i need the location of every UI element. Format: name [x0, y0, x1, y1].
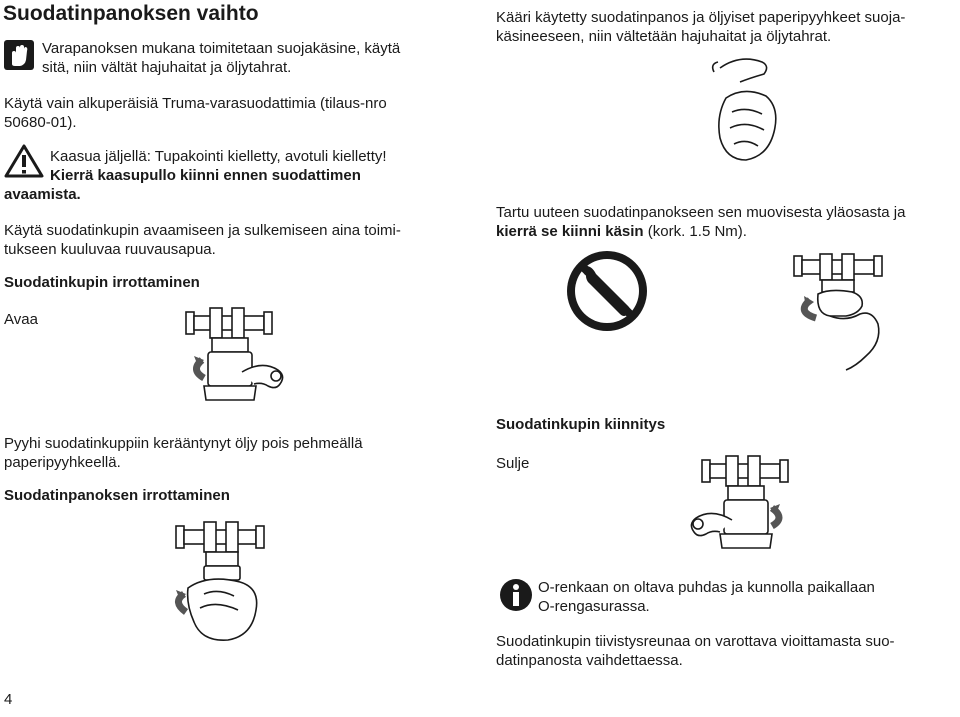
wipe-line2: paperipyyhkeellä.: [4, 454, 121, 471]
grip-line1: Tartu uuteen suodatinpanokseen sen muovisesta yläosasta ja: [496, 204, 906, 221]
page-number: 4: [4, 691, 13, 708]
original-filters-line1: Käytä vain alkuperäisiä Truma-varasuodattimia (tilaus-nro: [4, 95, 387, 112]
glove-icon: [4, 40, 34, 70]
wrapped-cartridge-illustration: [700, 52, 790, 172]
seal-line2: datinpanosta vaihdettaessa.: [496, 652, 683, 669]
cartridge-removal-illustration: [168, 518, 278, 648]
grip-line2: [496, 222, 747, 241]
tool-note-line1: Käytä suodatinkupin avaamiseen ja sulkemiseen aina toimi-: [4, 222, 401, 239]
open-label: Avaa: [4, 311, 38, 328]
filter-close-illustration: [684, 448, 794, 560]
seal-line1: Suodatinkupin tiivistysreunaa on varottava vioittamasta suo-: [496, 633, 895, 650]
tool-note-line2: tukseen kuuluvaa ruuvausapua.: [4, 241, 216, 258]
warning-line2: Kierrä kaasupullo kiinni ennen suodattimen: [50, 167, 361, 184]
filter-open-illustration: [182, 300, 292, 412]
wipe-line1: Pyyhi suodatinkuppiin kerääntynyt öljy pois pehmeällä: [4, 435, 363, 452]
close-label: Sulje: [496, 455, 530, 472]
no-wrench-icon: [564, 248, 650, 334]
wrap-line2: käsineeseen, niin vältetään hajuhaitat ja öljytahrat.: [496, 28, 832, 45]
cartridge-removal-heading: Suodatinpanoksen irrottaminen: [4, 487, 230, 504]
grip-rest: (kork. 1.5 Nm).: [643, 223, 747, 240]
glove-note-line1: Varapanoksen mukana toimitetaan suojakäsine, käytä: [42, 40, 401, 57]
oring-line1: O-renkaan on oltava puhdas ja kunnolla paikallaan: [538, 579, 875, 596]
oring-line2: O-rengasurassa.: [538, 598, 650, 615]
cup-fitting-heading: Suodatinkupin kiinnitys: [496, 416, 666, 433]
original-filters-line2: 50680-01).: [4, 114, 77, 131]
warning-line1: Kaasua jäljellä: Tupakointi kielletty, avotuli kielletty!: [50, 148, 387, 165]
glove-note-line2: sitä, niin vältät hajuhaitat ja öljytahrat.: [42, 59, 292, 76]
cup-removal-heading: Suodatinkupin irrottaminen: [4, 274, 200, 291]
cartridge-fitting-illustration: [790, 252, 890, 372]
grip-bold: kierrä se kiinni käsin: [496, 223, 644, 240]
info-icon: [499, 578, 533, 612]
wrap-line1: Kääri käytetty suodatinpanos ja öljyiset paperipyyhkeet suoja-: [496, 9, 906, 26]
page-title: Suodatinpanoksen vaihto: [3, 2, 259, 25]
warning-line3: avaamista.: [4, 186, 81, 203]
warning-triangle-icon: [4, 144, 44, 178]
